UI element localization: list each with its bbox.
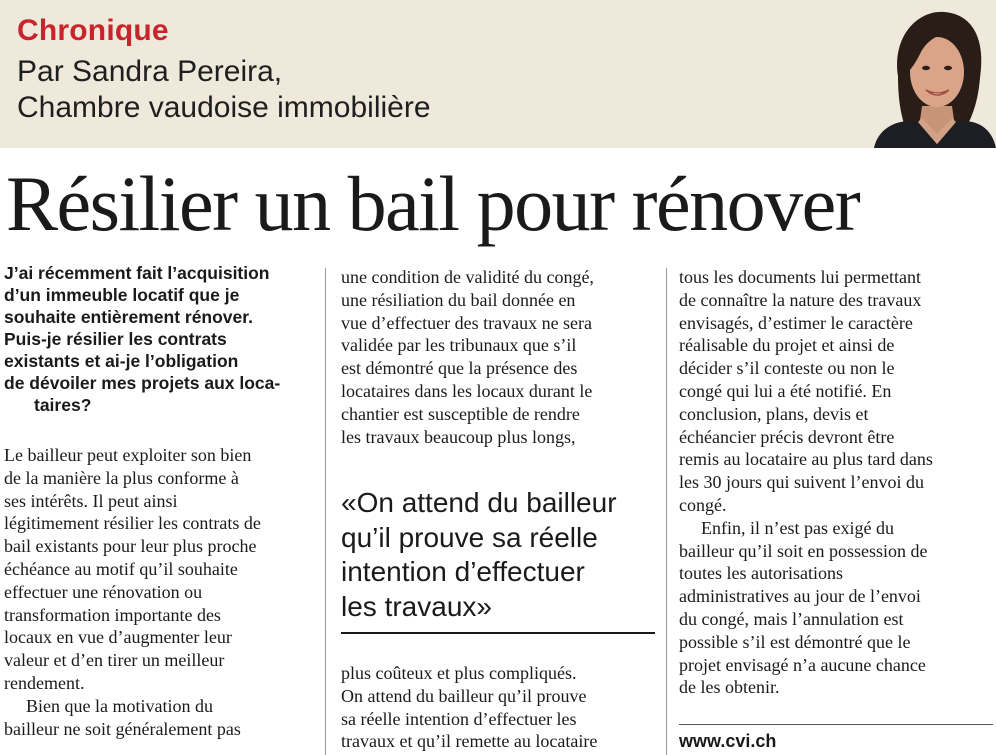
article-column-2-top — [341, 266, 655, 448]
column-divider — [325, 268, 326, 755]
article-column-1 — [4, 262, 310, 740]
article-column-3 — [679, 266, 993, 699]
body-line: rendement. — [4, 672, 85, 693]
pull-quote-rule — [341, 632, 655, 634]
body-line: réalisable du projet et ainsi de — [679, 335, 895, 356]
body-line: vue d’effectuer des travaux ne sera — [341, 312, 593, 333]
website-link[interactable]: www.cvi.ch — [679, 731, 777, 751]
byline-author: Par Sandra Pereira, — [17, 55, 283, 88]
body-line: validée par les tribunaux que s’il — [341, 335, 577, 356]
answer-paragraph-1 — [4, 444, 310, 740]
body-line: échéancier précis devront être — [679, 426, 895, 447]
question-line: J’ai récemment fait l’acquisition — [4, 263, 270, 283]
pull-quote — [341, 486, 655, 624]
body-line: les travaux beaucoup plus longs, — [341, 426, 576, 447]
body-line: envisagés, d’estimer le caractère — [679, 312, 913, 333]
pull-quote-line: qu’il prouve sa réelle — [341, 521, 598, 553]
body-line: Enfin, il n’est pas exigé du — [701, 517, 894, 538]
body-line: ses intérêts. Il peut ainsi — [4, 490, 178, 511]
body-line: les 30 jours qui suivent l’envoi du — [679, 472, 924, 493]
question-line: d’un immeuble locatif que je — [4, 285, 240, 305]
body-line: effectuer une rénovation ou — [4, 581, 203, 602]
body-line: locataires dans les locaux durant le — [341, 380, 593, 401]
pull-quote-line: intention d’effectuer — [341, 556, 585, 587]
body-line: décider s’il conteste ou non le — [679, 358, 895, 379]
body-line: projet envisagé n’a aucune chance — [679, 654, 926, 675]
body-line: de connaître la nature des travaux — [679, 289, 922, 310]
body-line: Bien que la motivation du — [26, 695, 213, 716]
column-header-band — [0, 0, 996, 148]
body-line: Le bailleur peut exploiter son bien — [4, 445, 252, 465]
body-line: une condition de validité du congé, — [341, 267, 594, 287]
body-line: de les obtenir. — [679, 677, 780, 698]
answer-paragraph-2 — [4, 695, 310, 741]
article-headline: Résilier un bail pour rénover — [6, 160, 860, 247]
body-line: locaux en vue d’augmenter leur — [4, 627, 232, 648]
body-line: transformation importante des — [4, 604, 221, 625]
body-line: tous les documents lui permettant — [679, 267, 921, 287]
body-line: bailleur qu’il soit en possession de — [679, 540, 928, 561]
question-line: Puis-je résilier les contrats — [4, 329, 227, 349]
question-line: de dévoiler mes projets aux loca- — [4, 373, 281, 393]
column-3-paragraph-2 — [679, 517, 993, 699]
body-line: légitimement résilier les contrats de — [4, 513, 261, 534]
body-line: conclusion, plans, devis et — [679, 403, 869, 424]
question-line: taires? — [34, 395, 92, 415]
body-line: du congé, mais l’annulation est — [679, 608, 904, 629]
author-portrait — [868, 6, 996, 148]
section-kicker: Chronique — [17, 14, 169, 47]
body-line: toutes les autorisations — [679, 563, 843, 584]
body-line: chantier est susceptible de rendre — [341, 403, 580, 424]
question-line: souhaite entièrement rénover. — [4, 307, 253, 327]
body-line: sa réelle intention d’effectuer les — [341, 708, 577, 729]
body-line: plus coûteux et plus compliqués. — [341, 663, 577, 683]
body-line: de la manière la plus conforme à — [4, 467, 239, 488]
body-line: travaux et qu’il remette au locataire — [341, 731, 598, 752]
question-line: existants et ai-je l’obligation — [4, 351, 239, 371]
body-line: une résiliation du bail donnée en — [341, 289, 576, 310]
footer-rule — [679, 724, 993, 725]
body-line: remis au locataire au plus tard dans — [679, 449, 933, 470]
body-line: valeur et d’en tirer un meilleur — [4, 650, 225, 671]
body-line: bailleur ne soit généralement pas — [4, 718, 241, 739]
pull-quote-line: «On attend du bailleur — [341, 487, 617, 518]
body-line: échéance au motif qu’il souhaite — [4, 558, 238, 579]
byline-organization: Chambre vaudoise immobilière — [17, 91, 431, 124]
pull-quote-line: les travaux» — [341, 590, 492, 622]
reader-question — [4, 262, 310, 416]
body-line: bail existants pour leur plus proche — [4, 536, 257, 557]
body-line: congé. — [679, 494, 727, 515]
body-line: On attend du bailleur qu’il prouve — [341, 685, 587, 706]
article-column-2-bottom — [341, 662, 655, 753]
body-line: possible s’il est démontré que le — [679, 631, 911, 652]
author-byline — [17, 54, 431, 126]
body-line: congé qui lui a été notifié. En — [679, 380, 892, 401]
body-line: administratives au jour de l’envoi — [679, 586, 921, 607]
column-divider — [666, 268, 667, 755]
body-line: est démontré que la présence des — [341, 358, 578, 379]
